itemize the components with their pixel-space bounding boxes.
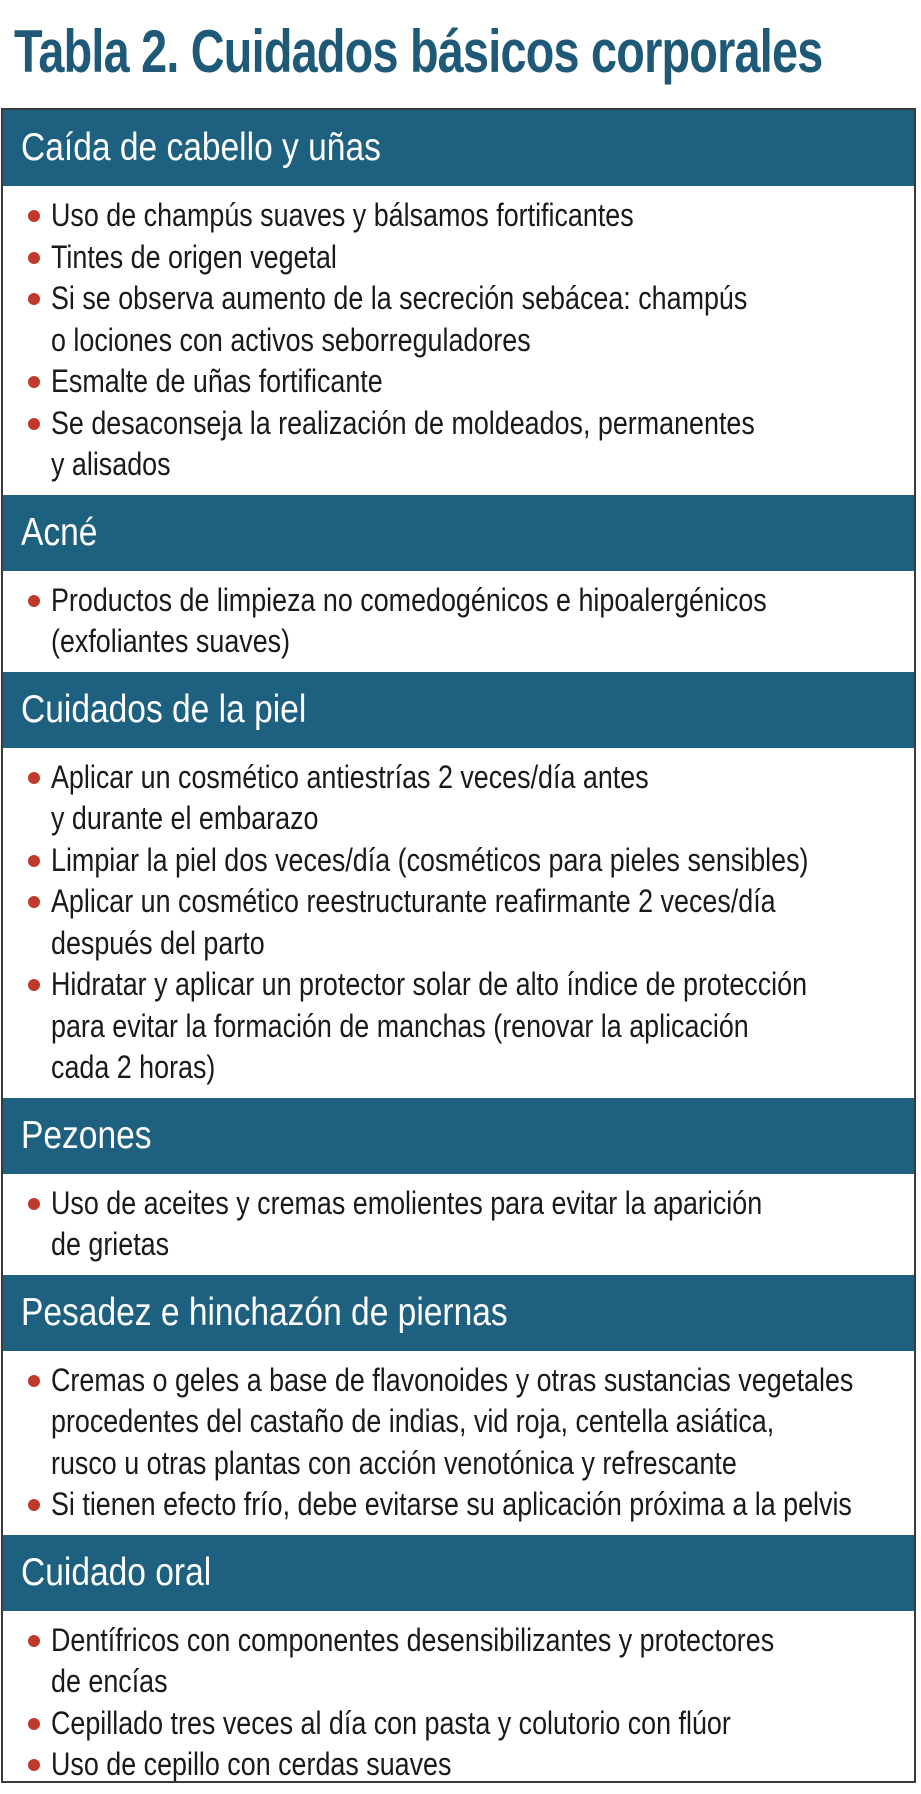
list-item-text: Dentífricos con componentes desensibilizantes y protectores de encías	[51, 1621, 775, 1699]
list-item-text: Uso de champús suaves y bálsamos fortificantes	[51, 197, 634, 233]
section-body	[3, 1611, 914, 1784]
bullet-icon	[28, 1635, 40, 1647]
section-body	[3, 748, 914, 1098]
section-body	[3, 186, 914, 495]
section-nipples	[3, 1098, 914, 1275]
bullet-icon	[28, 210, 40, 222]
list-item-text: Tintes de origen vegetal	[51, 238, 337, 275]
bullet-icon	[28, 252, 40, 264]
section-header-label: Cuidado oral	[21, 1550, 212, 1594]
list-item	[3, 278, 914, 361]
list-item	[3, 881, 914, 964]
bullet-icon	[28, 772, 40, 784]
list-item-text: Cremas o geles a base de flavonoides y otras sustancias vegetales procedentes del castaño de indias, vid roja, centella asiática, rusco u otras plantas con acción venotónica y refrescante	[51, 1361, 854, 1481]
list-item-text: Hidratar y aplicar un protector solar de alto índice de protección para evitar la formación de manchas (renovar la aplicación cada 2 horas)	[51, 966, 808, 1085]
list-item-text: Productos de limpieza no comedogénicos e hipoalergénicos (exfoliantes suaves)	[51, 581, 767, 659]
section-header-label: Caída de cabello y uñas	[21, 126, 381, 169]
section-body	[3, 1351, 914, 1535]
list-item	[3, 840, 914, 882]
bullet-icon	[28, 896, 40, 908]
list-item-text: Si tienen efecto frío, debe evitarse su aplicación próxima a la pelvis	[51, 1486, 852, 1522]
bullet-icon	[28, 1198, 40, 1210]
bullet-icon	[28, 1375, 40, 1387]
section-header-label: Acné	[21, 510, 98, 554]
section-header-label: Cuidados de la piel	[21, 687, 307, 731]
list-item	[3, 195, 914, 237]
care-table	[1, 108, 916, 1783]
list-item	[3, 1620, 914, 1703]
bullet-icon	[28, 293, 40, 305]
section-header-label: Pezones	[21, 1113, 152, 1157]
section-header	[3, 1098, 914, 1174]
section-header-label: Pesadez e hinchazón de piernas	[21, 1290, 508, 1334]
list-item	[3, 580, 914, 663]
list-item	[3, 964, 914, 1089]
section-header	[3, 110, 914, 186]
section-skin-care	[3, 672, 914, 1098]
bullet-icon	[28, 595, 40, 607]
list-item-text: Si se observa aumento de la secreción sebácea: champús o lociones con activos seborreguladores	[51, 280, 748, 358]
list-item	[3, 1703, 914, 1745]
section-header	[3, 1275, 914, 1351]
list-item	[3, 1744, 914, 1783]
bullet-icon	[28, 1499, 40, 1511]
list-item-text: Se desaconseja la realización de moldeados, permanentes y alisados	[51, 404, 755, 482]
list-item-text: Uso de aceites y cremas emolientes para evitar la aparición de grietas	[51, 1184, 763, 1262]
list-item	[3, 403, 914, 486]
list-item-text: Limpiar la piel dos veces/día (cosméticos para pieles sensibles)	[51, 841, 809, 878]
section-header	[3, 672, 914, 748]
table-title: Tabla 2. Cuidados básicos corporales	[14, 18, 823, 85]
list-item	[3, 1484, 914, 1526]
section-oral-care	[3, 1535, 914, 1784]
list-item-text: Aplicar un cosmético antiestrías 2 veces/día antes y durante el embarazo	[51, 758, 649, 836]
section-body	[3, 571, 914, 672]
bullet-icon	[28, 418, 40, 430]
section-acne	[3, 495, 914, 672]
list-item-text: Uso de cepillo con cerdas suaves	[51, 1746, 452, 1782]
bullet-icon	[28, 1718, 40, 1730]
list-item-text: Esmalte de uñas fortificante	[51, 363, 383, 399]
bullet-icon	[28, 855, 40, 867]
section-header	[3, 495, 914, 571]
list-item	[3, 757, 914, 840]
bullet-icon	[28, 376, 40, 388]
list-item	[3, 361, 914, 403]
list-item	[3, 1360, 914, 1485]
section-body	[3, 1174, 914, 1275]
list-item	[3, 1183, 914, 1266]
bullet-icon	[28, 1759, 40, 1771]
list-item-text: Aplicar un cosmético reestructurante reafirmante 2 veces/día después del parto	[51, 883, 776, 961]
section-header	[3, 1535, 914, 1611]
bullet-icon	[28, 979, 40, 991]
section-hair-nails	[3, 110, 914, 495]
list-item-text: Cepillado tres veces al día con pasta y colutorio con flúor	[51, 1704, 731, 1741]
list-item	[3, 237, 914, 279]
section-legs	[3, 1275, 914, 1535]
